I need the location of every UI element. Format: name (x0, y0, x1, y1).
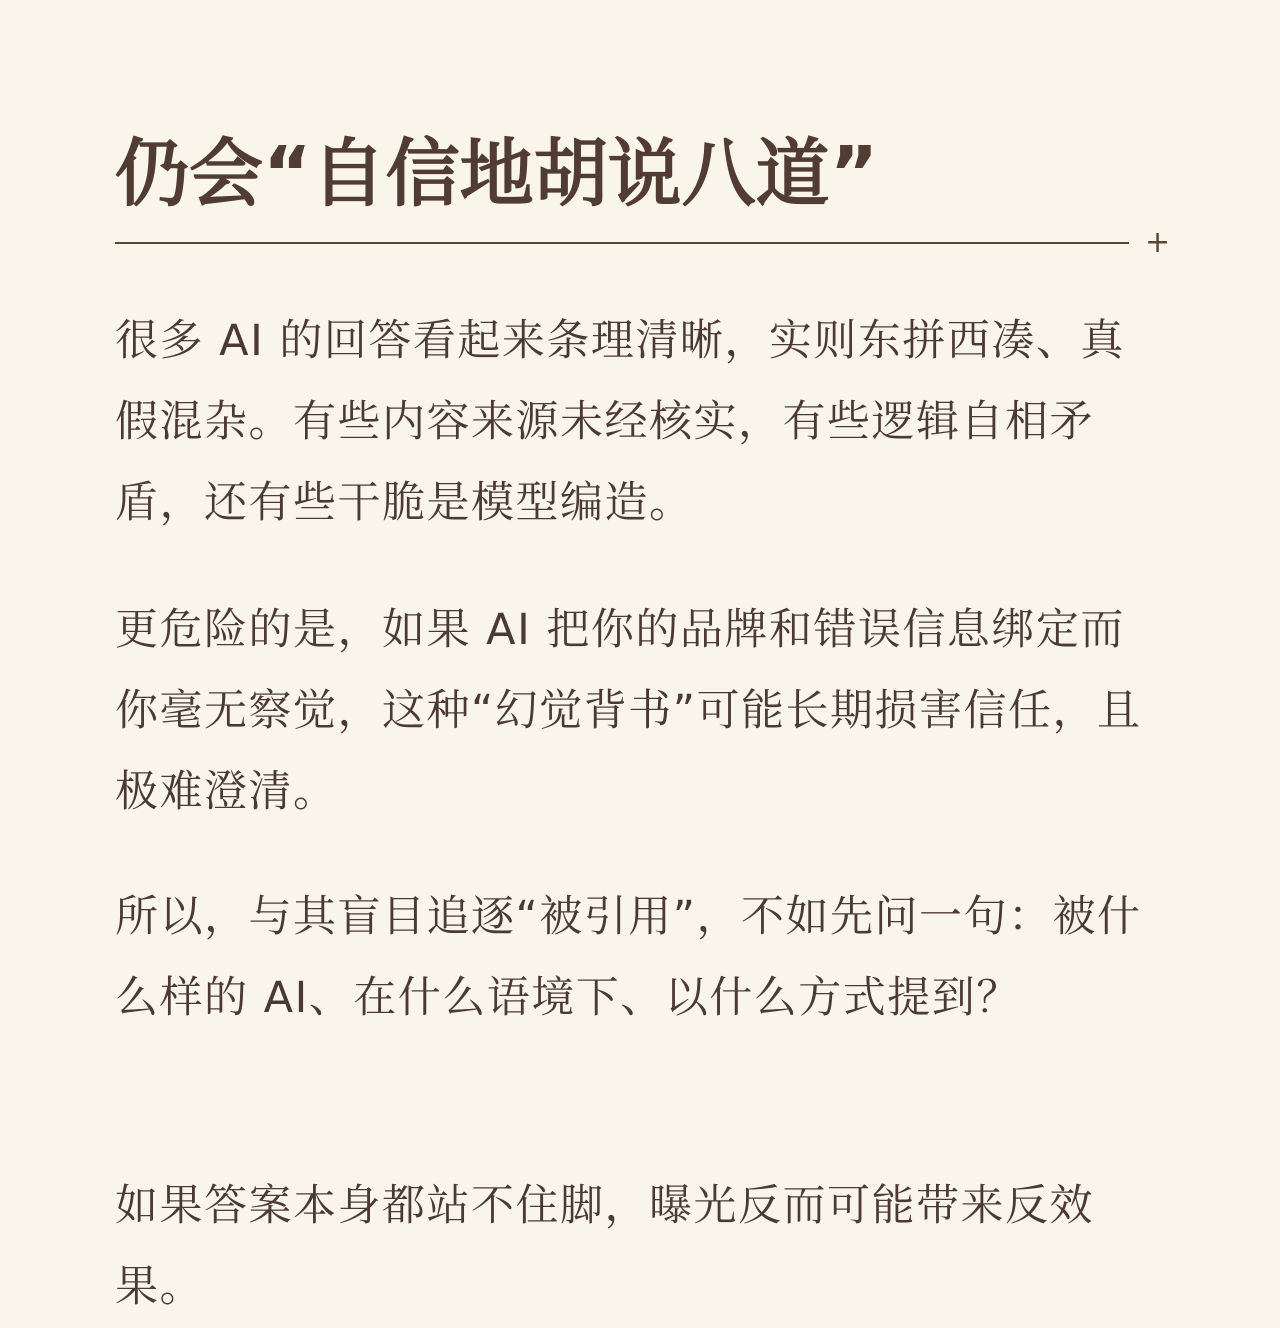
paragraph-2: 更危险的是，如果 AI 把你的品牌和错误信息绑定而你毫无察觉，这种“幻觉背书”可能长期损害信任，且极难澄清。 (115, 605, 1142, 817)
article-page (115, 0, 1171, 1312)
paragraph-4: 如果答案本身都站不住脚，曝光反而可能带来反效果。 (115, 1181, 1094, 1312)
paragraph-3: 所以，与其盲目追逐“被引用”，不如先问一句：被什么样的 AI、在什么语境下、以什么方式提到？ (115, 892, 1142, 1023)
article-title: 仍会“自信地胡说八道” (115, 131, 879, 217)
plus-icon: + (1145, 225, 1171, 260)
title-divider (115, 242, 1129, 244)
paragraph-1: 很多 AI 的回答看起来条理清晰，实则东拼西凑、真假混杂。有些内容来源未经核实，有些逻辑自相矛盾，还有些干脆是模型编造。 (115, 316, 1125, 528)
